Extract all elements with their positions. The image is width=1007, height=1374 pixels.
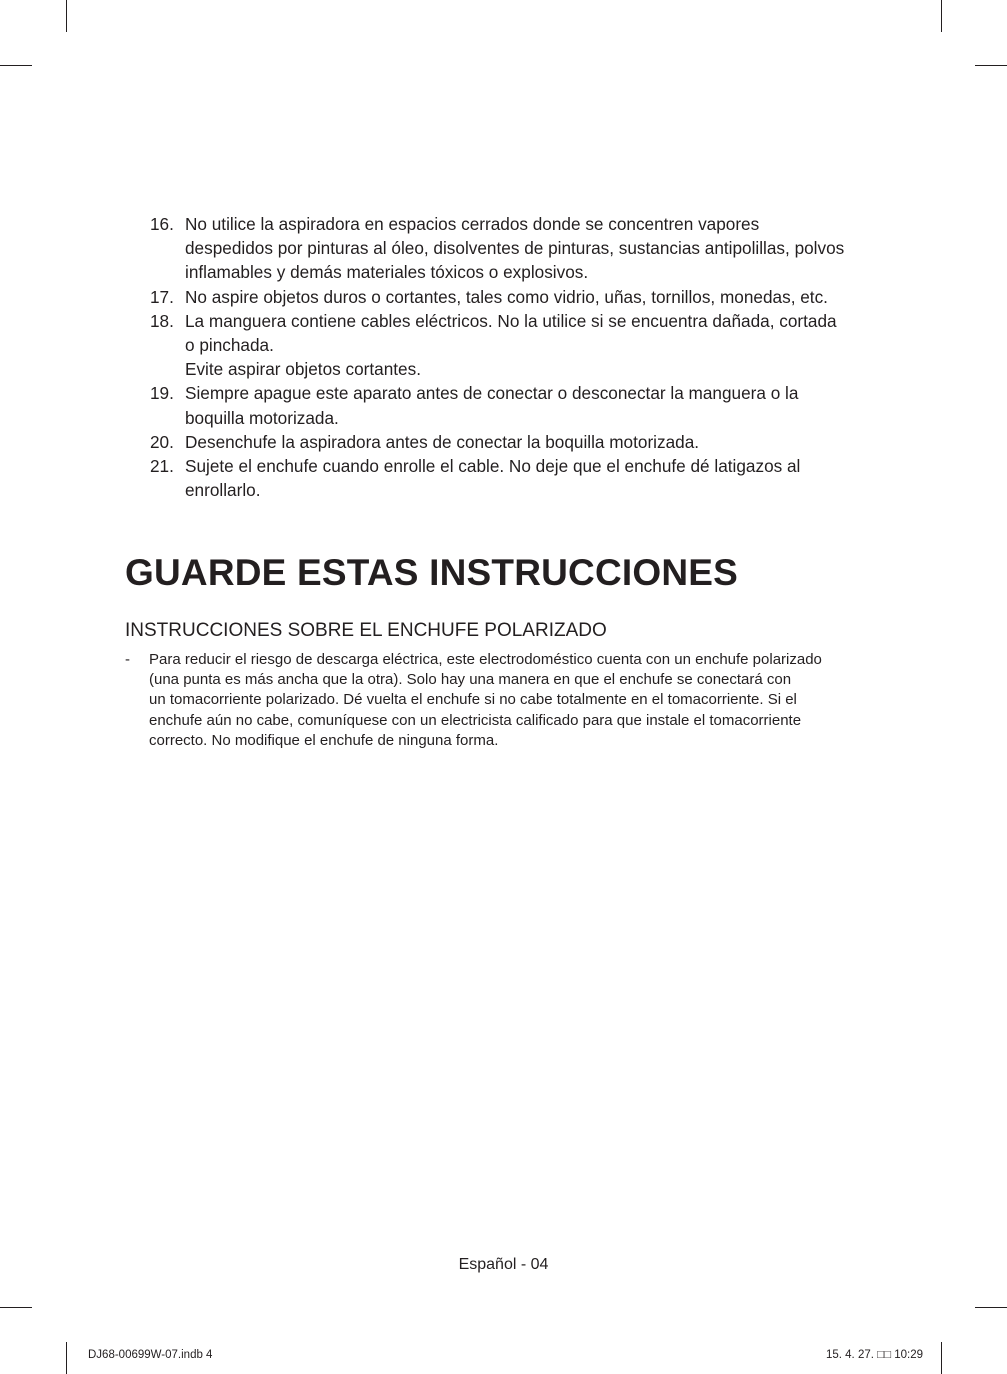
crop-mark-left-top: [0, 65, 32, 66]
text-line: No aspire objetos duros o cortantes, tales como vidrio, uñas, tornillos, monedas, etc.: [185, 286, 828, 307]
print-slug-date: 15. 4. 27. □□ 10:29: [825, 1349, 923, 1361]
text-line: Sujete el enchufe cuando enrolle el cable. No deje que el enchufe dé latigazos al: [185, 456, 801, 477]
item-number: 18.: [150, 310, 174, 331]
text-line: Para reducir el riesgo de descarga eléctrica, este electrodoméstico cuenta con un enchufe polarizado: [149, 651, 822, 668]
item-number: 21.: [150, 456, 174, 477]
list-item: [150, 381, 890, 429]
text-line: La manguera contiene cables eléctricos. No la utilice si se encuentra dañada, cortada: [185, 310, 837, 331]
text-line: Siempre apague este aparato antes de conectar o desconectar la manguera o la: [185, 383, 799, 404]
item-text: [185, 309, 890, 382]
section-subtitle: INSTRUCCIONES SOBRE EL ENCHUFE POLARIZADO: [125, 620, 607, 641]
bullet-dash: -: [125, 651, 130, 668]
item-text: [185, 212, 890, 285]
item-number: 20.: [150, 431, 174, 452]
list-item: [150, 212, 890, 285]
text-line: correcto. No modifique el enchufe de ninguna forma.: [149, 731, 499, 749]
text-line: un tomacorriente polarizado. Dé vuelta el enchufe si no cabe totalmente en el tomacorriente. Si el: [149, 691, 797, 709]
text-line: No utilice la aspiradora en espacios cerrados donde se concentren vapores: [185, 214, 760, 234]
text-line: enchufe aún no cabe, comuníquese con un electricista calificado para que instale el tomacorriente: [149, 711, 802, 729]
text-line: boquilla motorizada.: [185, 407, 339, 428]
polarized-plug-note: [125, 650, 895, 751]
text-line: enrollarlo.: [185, 480, 261, 501]
page-number: Español - 04: [458, 1256, 549, 1273]
item-text: [185, 430, 890, 454]
print-slug-file: DJ68-00699W-07.indb 4: [88, 1349, 213, 1361]
text-line: Evite aspirar objetos cortantes.: [185, 359, 421, 380]
crop-mark-bottom-right: [941, 1342, 942, 1374]
text-line: (una punta es más ancha que la otra). Solo hay una manera en que el enchufe se conectará con: [149, 671, 792, 689]
crop-mark-top-right: [941, 0, 942, 32]
section-title: GUARDE ESTAS INSTRUCCIONES: [125, 552, 739, 593]
item-text: [185, 454, 890, 502]
text-line: Desenchufe la aspiradora antes de conectar la boquilla motorizada.: [185, 431, 700, 452]
item-number: 17.: [150, 286, 174, 307]
crop-mark-right-top: [975, 65, 1007, 66]
list-item: [150, 309, 890, 382]
list-item: [150, 430, 890, 454]
item-text: [185, 381, 890, 429]
list-item: [150, 285, 890, 309]
text-line: despedidos por pinturas al óleo, disolventes de pinturas, sustancias antipolillas, polvos: [185, 238, 845, 259]
note-text: [149, 650, 822, 751]
list-item: [150, 454, 890, 502]
text-line: inflamables y demás materiales tóxicos o explosivos.: [185, 262, 589, 283]
safety-instructions-list: [150, 212, 890, 502]
crop-mark-left-bottom: [0, 1307, 32, 1308]
crop-mark-right-bottom: [975, 1307, 1007, 1308]
item-text: [185, 285, 890, 309]
item-number: 16.: [150, 214, 174, 234]
crop-mark-bottom-left: [66, 1342, 67, 1374]
crop-mark-top-left: [66, 0, 67, 32]
item-number: 19.: [150, 383, 174, 404]
text-line: o pinchada.: [185, 335, 274, 356]
